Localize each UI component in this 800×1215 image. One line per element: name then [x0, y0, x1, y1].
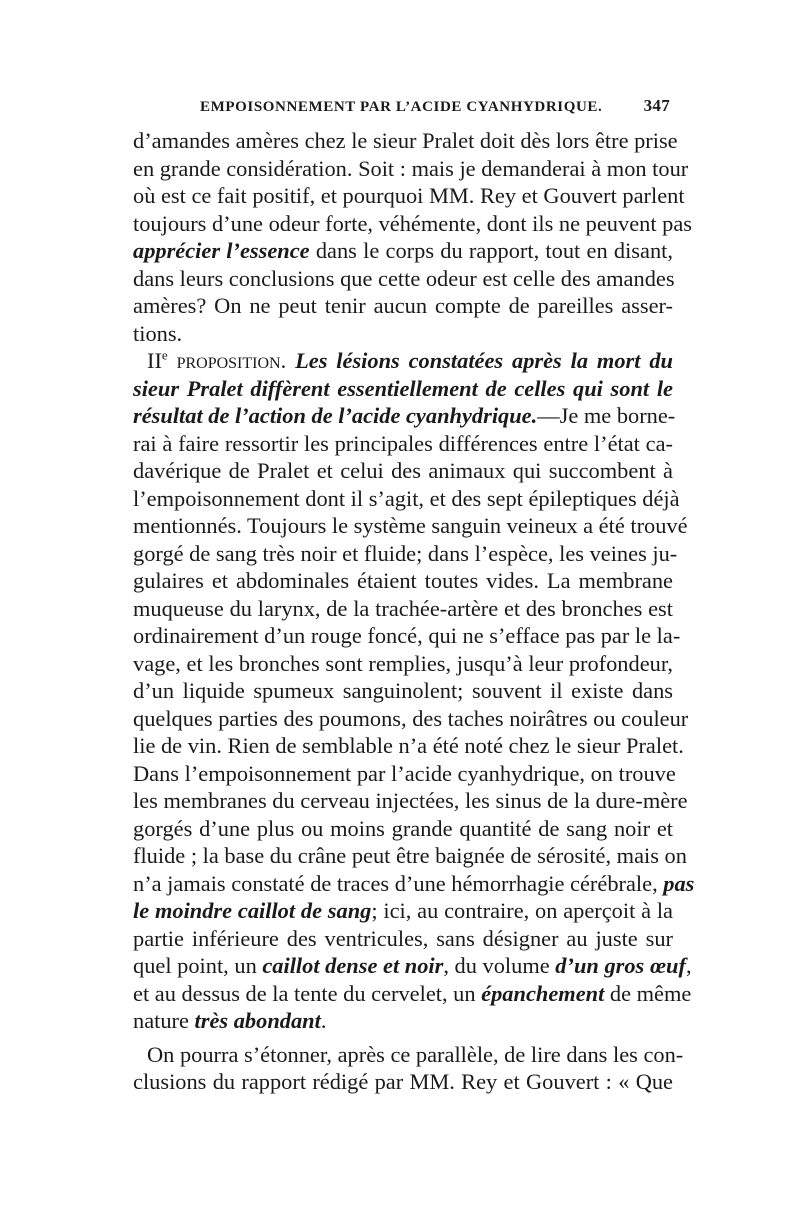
text-line	[133, 952, 692, 980]
text-line	[133, 320, 673, 348]
text-line	[133, 457, 673, 485]
text-segment: dans leurs conclusions que cette odeur est celle des amandes	[133, 265, 675, 291]
text-line	[133, 760, 676, 788]
text-line	[133, 897, 673, 925]
text-line	[133, 925, 673, 953]
text-line	[133, 650, 673, 678]
text-segment: partie inférieure des ventricules, sans désigner au juste sur	[133, 925, 673, 951]
text-segment: de même	[604, 980, 692, 1006]
text-line	[133, 1041, 684, 1069]
text-segment: n’a jamais constaté de traces d’une hémorrhagie cérébrale,	[133, 870, 664, 896]
text-segment: l’empoisonnement dont il s’agit, et des sept épileptiques déjà	[133, 485, 680, 511]
text-segment: II	[147, 348, 162, 373]
text-line	[133, 347, 673, 375]
text-line	[133, 210, 692, 238]
text-line	[133, 375, 673, 403]
text-segment: muqueuse du larynx, de la trachée-artère et des bronches est	[133, 595, 673, 621]
text-segment: proposition.	[167, 348, 287, 373]
text-segment: pas	[663, 870, 695, 896]
text-segment: sieur Pralet diffèrent essentiellement de celles qui sont le	[133, 375, 673, 401]
text-segment: dans le corps du rapport, tout en disant,	[309, 238, 673, 263]
text-segment: ordinairement d’un rouge foncé, qui ne s’efface pas par le la-	[133, 623, 681, 648]
text-line	[133, 980, 692, 1008]
text-line	[133, 265, 673, 293]
text-segment: vage, et les bronches sont remplies, jusqu’à leur profondeur,	[133, 650, 673, 676]
text-line	[133, 677, 673, 705]
text-line	[133, 155, 689, 183]
text-segment: d’un gros œuf	[555, 953, 686, 978]
text-line	[133, 870, 695, 898]
page-number: 347	[643, 96, 670, 115]
text-line	[133, 567, 673, 595]
text-line	[133, 540, 678, 568]
text-line	[133, 512, 688, 540]
text-segment: On pourra s’étonner, après ce parallèle, de lire dans les con-	[147, 1041, 684, 1067]
text-segment: quel point, un	[133, 953, 263, 978]
text-segment: les membranes du cerveau injectées, les sinus de la dure-mère	[133, 788, 688, 813]
text-line	[133, 1007, 673, 1035]
text-segment: résultat de l’action de l’acide cyanhydrique.	[133, 403, 538, 428]
text-line	[133, 237, 673, 265]
text-segment: gorgés d’une plus ou moins grande quantité de sang noir et	[133, 815, 673, 841]
text-segment: tions.	[133, 320, 183, 346]
text-line	[133, 182, 685, 210]
text-segment: amères? On ne peut tenir aucun compte de pareilles asser-	[133, 293, 673, 318]
text-segment: rai à faire ressortir les principales différences entre l’état ca-	[133, 430, 673, 456]
text-segment: ,	[685, 953, 692, 978]
text-segment: très abondant	[194, 1008, 321, 1033]
text-segment: e	[161, 347, 168, 363]
text-segment: caillot dense et noir	[262, 953, 444, 978]
text-segment: , du volume	[443, 953, 556, 978]
text-segment: toujours d’une odeur forte, véhémente, dont ils ne peuvent pas	[133, 210, 692, 236]
running-title: EMPOISONNEMENT PAR L’ACIDE CYANHYDRIQUE.	[200, 99, 603, 115]
running-header	[200, 96, 670, 116]
text-line	[133, 732, 684, 760]
text-line	[133, 622, 681, 650]
text-line	[133, 485, 680, 513]
text-line	[133, 815, 673, 843]
text-segment: et au dessus de la tente du cervelet, un	[133, 980, 482, 1006]
text-line	[133, 842, 687, 870]
text-line	[133, 402, 676, 430]
text-segment: Les lésions constatées après la mort du	[286, 348, 674, 373]
text-segment: davérique de Pralet et celui des animaux qui succombent à	[133, 458, 673, 483]
text-line	[133, 1068, 673, 1096]
text-line	[133, 430, 673, 458]
text-segment: clusions du rapport rédigé par MM. Rey et Gouvert : « Que	[133, 1069, 673, 1094]
body-text	[133, 127, 695, 1096]
text-line	[133, 705, 689, 733]
text-segment: lie de vin. Rien de semblable n’a été noté chez le sieur Pralet.	[133, 733, 684, 758]
text-segment: le moindre caillot de sang	[133, 898, 372, 923]
text-segment: où est ce fait positif, et pourquoi MM. Rey et Gouvert parlent	[133, 183, 685, 208]
text-line	[133, 787, 688, 815]
text-segment: quelques parties des poumons, des taches noirâtres ou couleur	[133, 705, 689, 731]
text-segment: gulaires et abdominales étaient toutes vides. La membrane	[133, 568, 673, 593]
text-segment: en grande considération. Soit : mais je demanderai à mon tour	[133, 155, 689, 181]
text-segment: épanchement	[481, 980, 605, 1006]
text-segment: nature	[133, 1008, 195, 1033]
text-line	[133, 292, 673, 320]
text-line	[133, 127, 678, 155]
text-segment: ; ici, au contraire, on aperçoit à la	[371, 898, 673, 923]
text-segment: Dans l’empoisonnement par l’acide cyanhydrique, on trouve	[133, 760, 676, 786]
text-segment: d’un liquide spumeux sanguinolent; souvent il existe dans	[133, 678, 673, 703]
text-line	[133, 595, 673, 623]
text-segment: apprécier l’essence	[133, 238, 310, 263]
text-segment: fluide ; la base du crâne peut être baignée de sérosité, mais on	[133, 843, 687, 868]
text-segment: d’amandes amères chez le sieur Pralet doit dès lors être prise	[133, 128, 678, 153]
text-segment: mentionnés. Toujours le système sanguin veineux a été trouvé	[133, 513, 688, 538]
text-segment: —Je me borne-	[537, 403, 676, 428]
text-segment: .	[320, 1008, 327, 1033]
text-segment: gorgé de sang très noir et fluide; dans l’espèce, les veines ju-	[133, 540, 678, 566]
